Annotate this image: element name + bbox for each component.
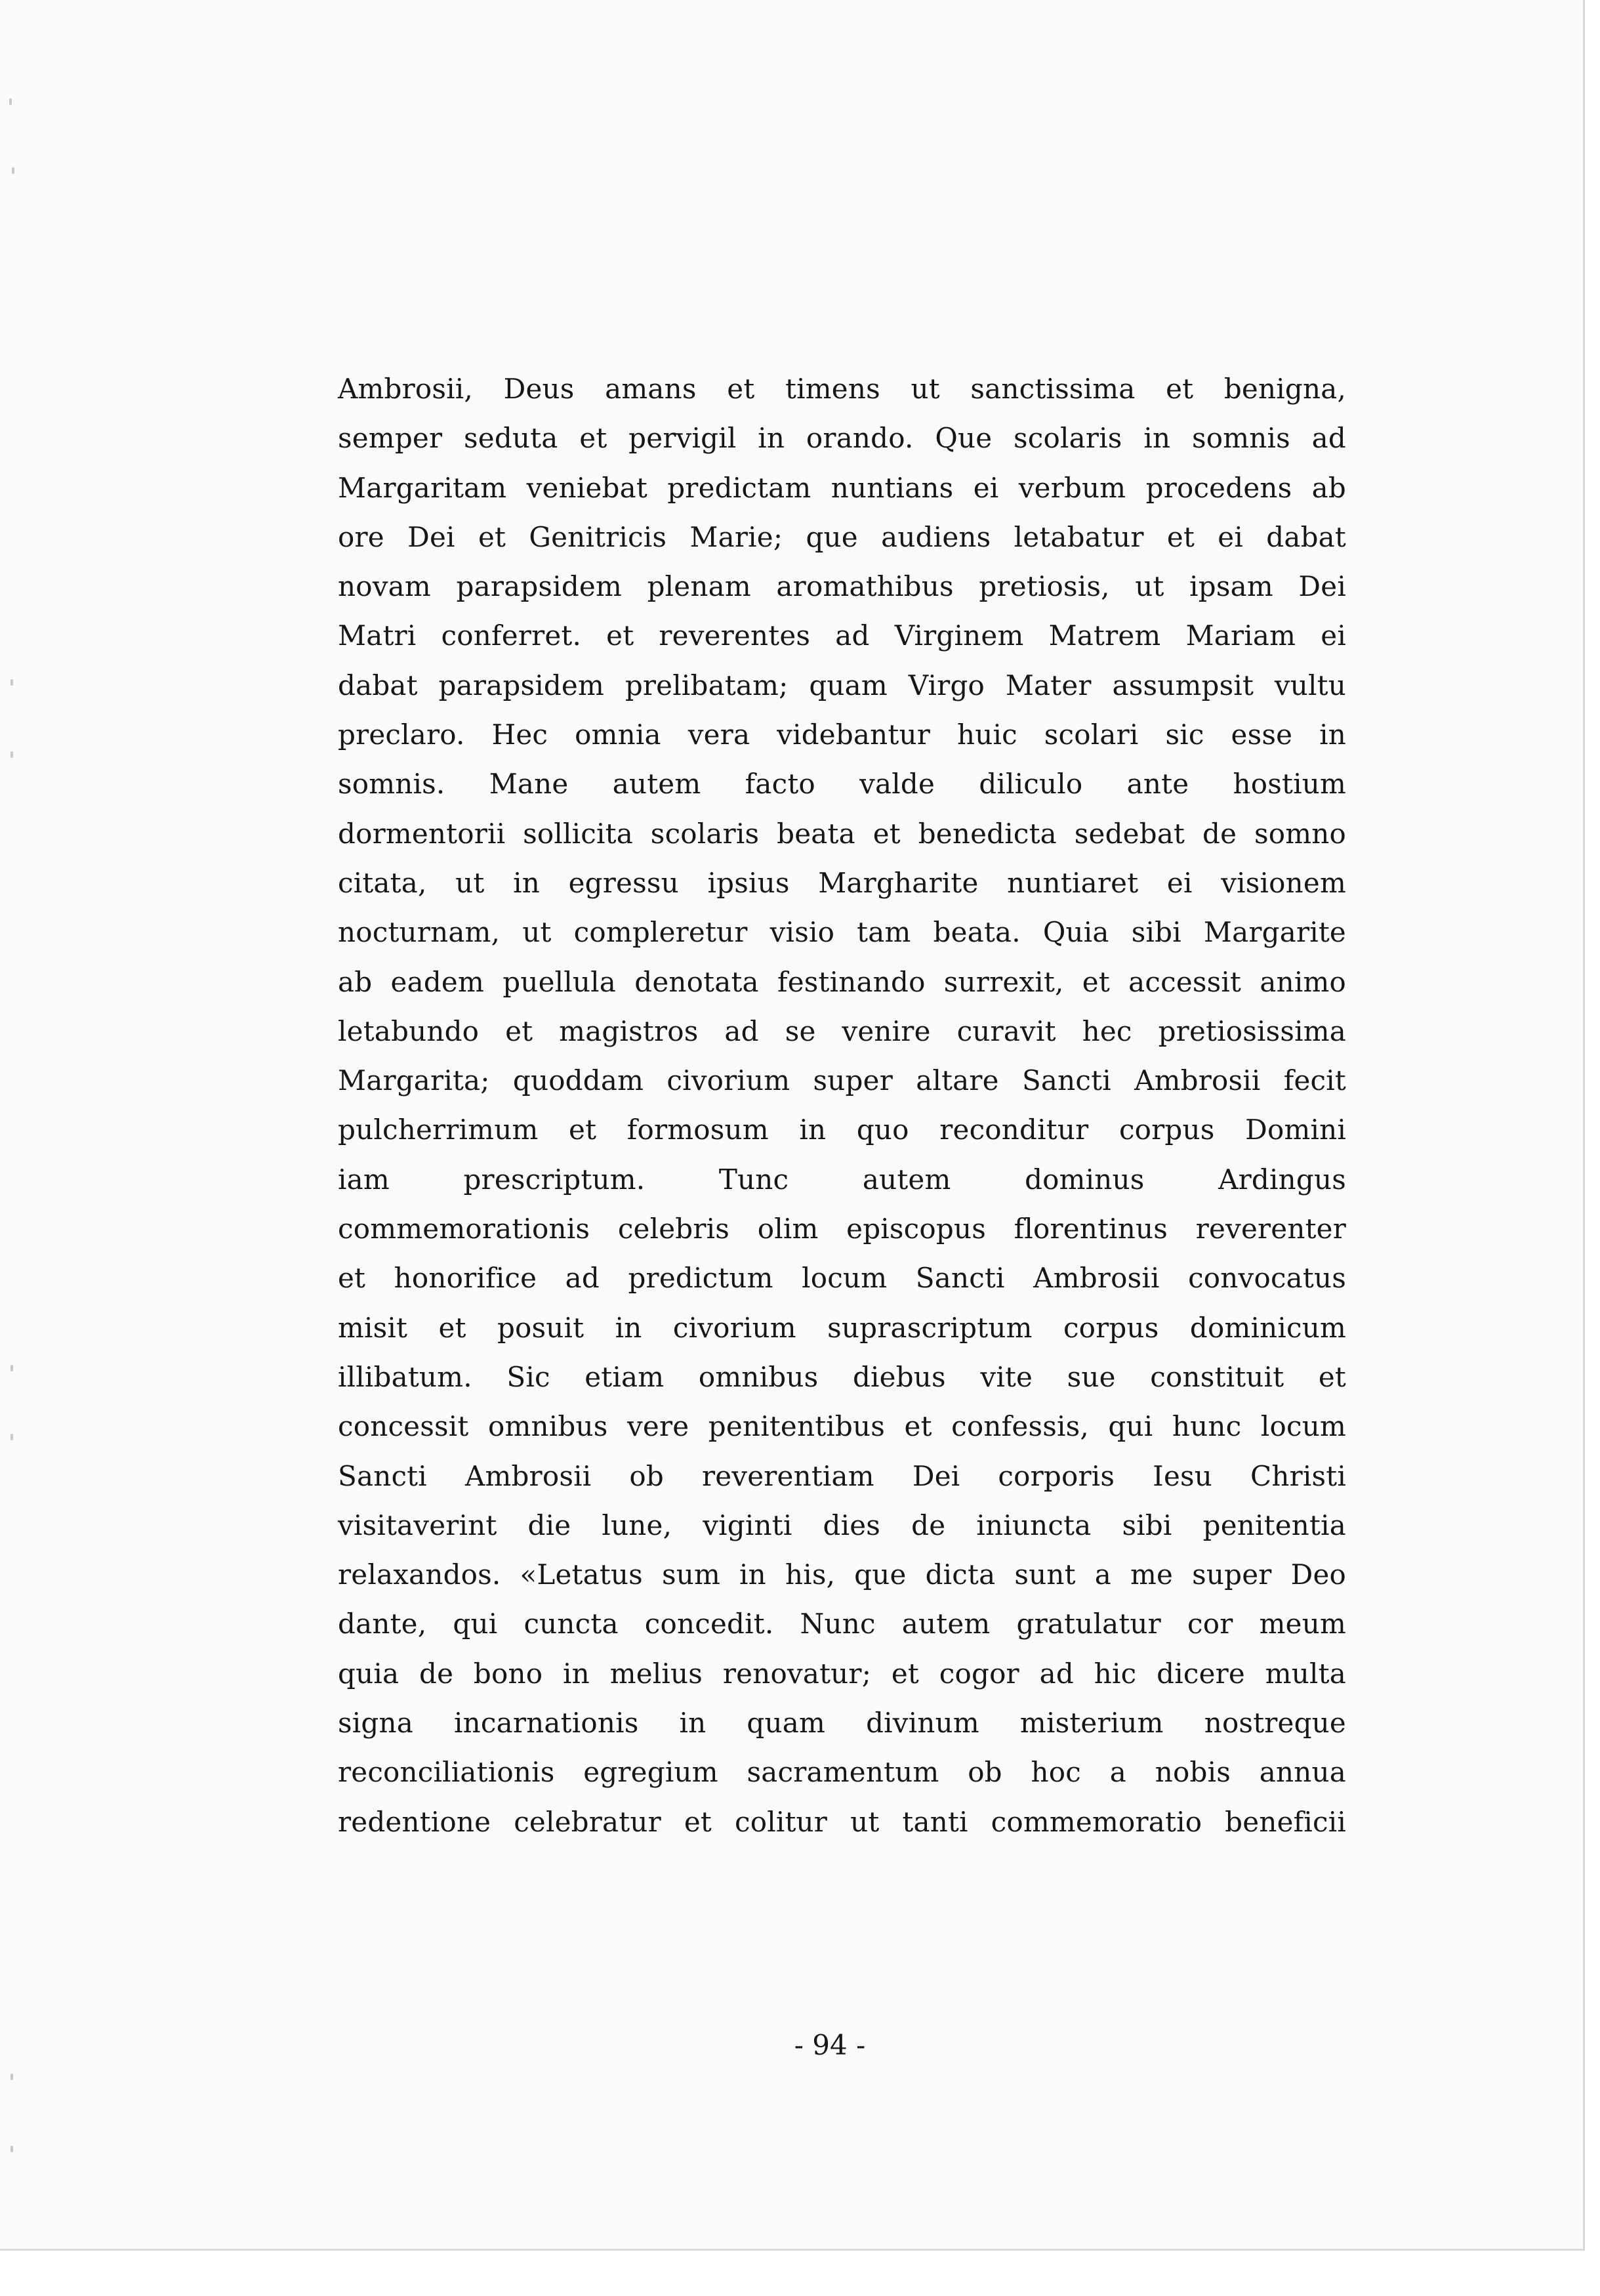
text-line: Ambrosii, Deus amans et timens ut sanctissima et benigna, xyxy=(338,373,1346,405)
text-line: concessit omnibus vere penitentibus et confessis, qui hunc locum xyxy=(338,1410,1346,1443)
text-line: ab eadem puellula denotata festinando surrexit, et accessit animo xyxy=(338,965,1346,998)
text-line: somnis. Mane autem facto valde diliculo ante hostium xyxy=(338,768,1346,801)
text-line: iam prescriptum. Tunc autem dominus Ardingus xyxy=(338,1163,1346,1196)
text-line: quia de bono in melius renovatur; et cogor ad hic dicere multa xyxy=(338,1657,1346,1690)
text-line: commemorationis celebris olim episcopus florentinus reverenter xyxy=(338,1213,1346,1245)
body-text xyxy=(338,364,1346,1847)
binding-mark xyxy=(12,167,14,174)
text-line: preclaro. Hec omnia vera videbantur huic scolari sic esse in xyxy=(338,719,1346,751)
text-line: dante, qui cuncta concedit. Nunc autem gratulatur cor meum xyxy=(338,1608,1346,1640)
binding-mark xyxy=(10,679,13,686)
text-line: Matri conferret. et reverentes ad Virginem Matrem Mariam ei xyxy=(338,619,1346,652)
text-line: letabundo et magistros ad se venire curavit hec pretiosissima xyxy=(338,1014,1346,1047)
text-line: nocturnam, ut compleretur visio tam beata. Quia sibi Margarite xyxy=(338,916,1346,949)
text-line: dormentorii sollicita scolaris beata et benedicta sedebat de somno xyxy=(338,817,1346,850)
text-line: illibatum. Sic etiam omnibus diebus vite sue constituit et xyxy=(338,1360,1346,1393)
page-number: - 94 - xyxy=(794,2029,866,2061)
text-line: ore Dei et Genitricis Marie; que audiens letabatur et ei dabat xyxy=(338,520,1346,553)
text-line: visitaverint die lune, viginti dies de iniuncta sibi penitentia xyxy=(338,1509,1346,1541)
text-line: redentione celebratur et colitur ut tanti commemoratio beneficii xyxy=(338,1805,1346,1838)
text-line: novam parapsidem plenam aromathibus pretiosis, ut ipsam Dei xyxy=(338,570,1346,603)
binding-mark xyxy=(10,2074,13,2080)
text-line: relaxandos. «Letatus sum in his, que dicta sunt a me super Deo xyxy=(338,1558,1346,1591)
binding-mark xyxy=(9,98,12,105)
binding-mark xyxy=(10,2146,13,2152)
text-line: misit et posuit in civorium suprascriptum corpus dominicum xyxy=(338,1311,1346,1344)
text-line: signa incarnationis in quam divinum misterium nostreque xyxy=(338,1707,1346,1740)
text-line: Sancti Ambrosii ob reverentiam Dei corporis Iesu Christi xyxy=(338,1459,1346,1492)
binding-mark xyxy=(10,751,13,758)
text-line: Margaritam veniebat predictam nuntians ei verbum procedens ab xyxy=(338,471,1346,504)
text-line: citata, ut in egressu ipsius Margharite nuntiaret ei visionem xyxy=(338,866,1346,899)
binding-mark xyxy=(10,1365,13,1371)
text-line: pulcherrimum et formosum in quo reconditur corpus Domini xyxy=(338,1114,1346,1146)
text-line: semper seduta et pervigil in orando. Que scolaris in somnis ad xyxy=(338,422,1346,455)
text-line: reconciliationis egregium sacramentum ob hoc a nobis annua xyxy=(338,1756,1346,1789)
binding-mark xyxy=(10,1434,13,1440)
text-line: dabat parapsidem prelibatam; quam Virgo Mater assumpsit vultu xyxy=(338,669,1346,701)
text-line: Margarita; quoddam civorium super altare Sancti Ambrosii fecit xyxy=(338,1064,1346,1097)
text-line: et honorifice ad predictum locum Sancti Ambrosii convocatus xyxy=(338,1262,1346,1295)
